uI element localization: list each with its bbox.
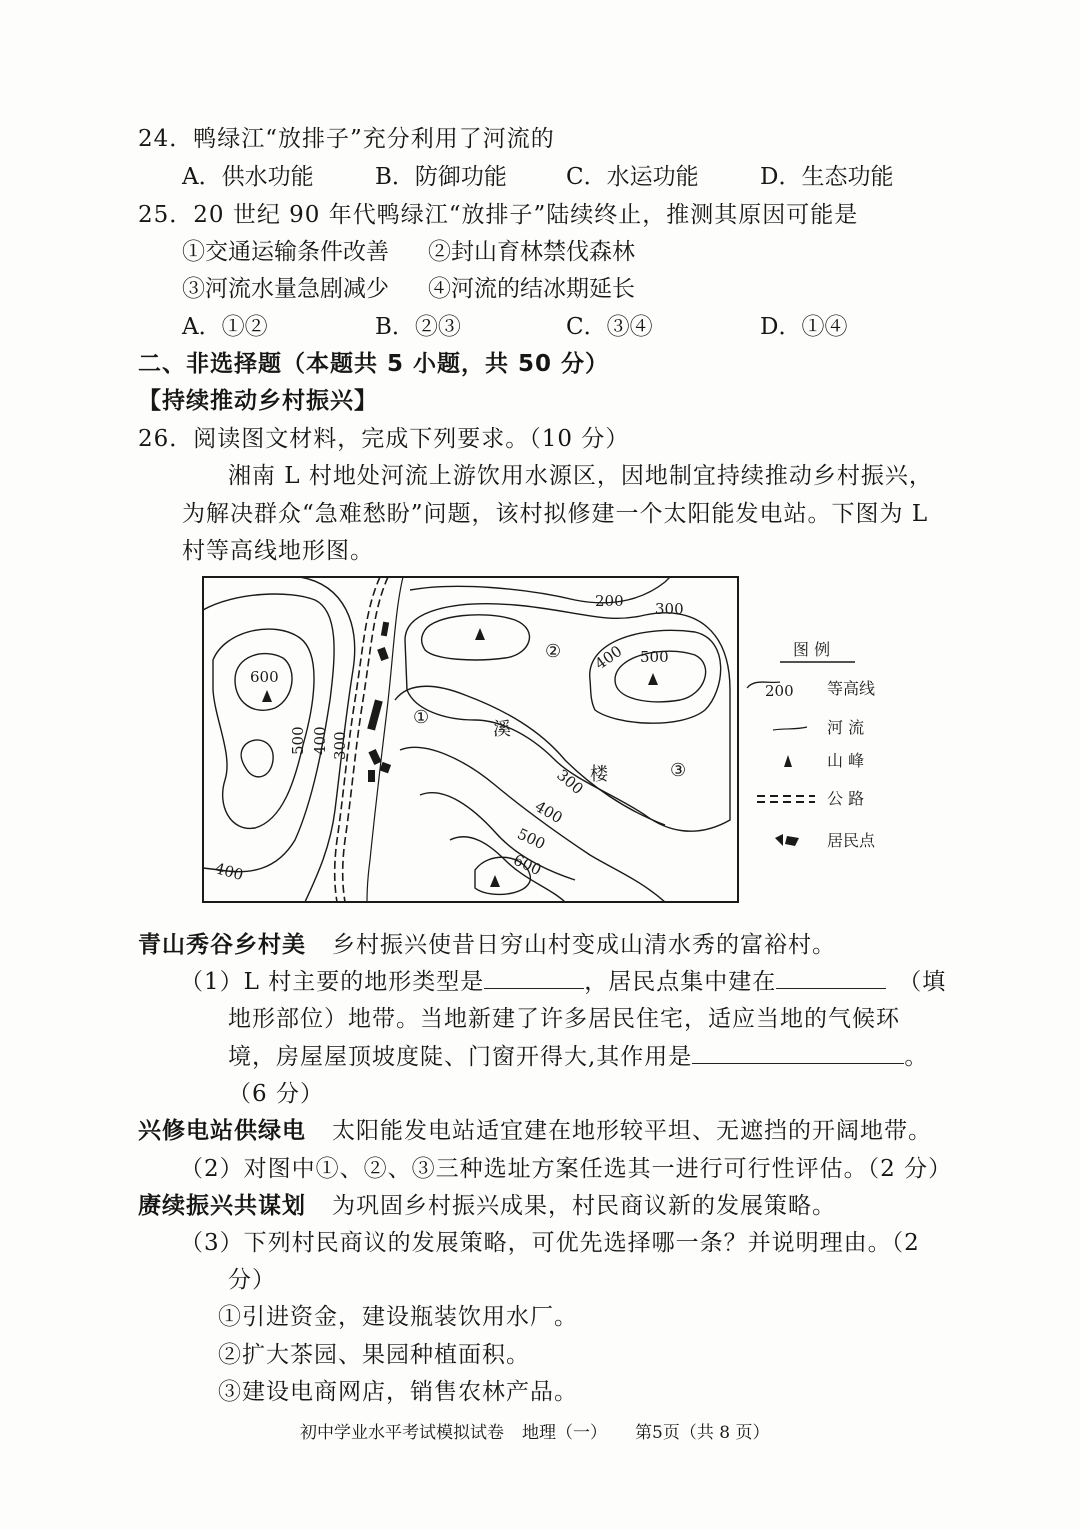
part1-line <box>138 926 836 959</box>
contour-label: 500 <box>289 726 307 755</box>
q26-stem: 26．阅读图文材料，完成下列要求。（10 分） <box>138 426 630 452</box>
section-topic: 【持续推动乡村振兴】 <box>138 388 378 414</box>
contour-label: 500 <box>640 648 669 666</box>
answer-blank-landform[interactable] <box>484 966 584 989</box>
part1-question-e: 境，房屋屋顶坡度陡、门窗开得大,其作用是 <box>228 1044 693 1070</box>
part1-score: （6 分） <box>228 1081 324 1107</box>
q25-statement-2: ②封山育林禁伐森林 <box>428 239 635 265</box>
part3-question-line-1: （3）下列村民商议的发展策略，可优先选择哪一条？并说明理由。（2 <box>180 1230 920 1256</box>
q26-material-line-2: 为解决群众“急难愁盼”问题，该村拟修建一个太阳能发电站。下图为 L <box>182 501 929 527</box>
q24-option-a: A．供水功能 <box>182 164 314 190</box>
contour-label: 400 <box>591 641 626 674</box>
part3-line <box>138 1187 836 1220</box>
settlement-icon <box>368 770 375 782</box>
part3-choice-1: ①引进资金，建设瓶装饮用水厂。 <box>218 1304 578 1330</box>
part1-question-b: ，居民点集中建在 <box>584 969 777 995</box>
q25-option-c: C．③④ <box>566 314 653 340</box>
q24-option-c: C．水运功能 <box>566 164 699 190</box>
legend-title: 图 例 <box>793 640 831 659</box>
footer-exam: 初中学业水平考试模拟试卷 <box>300 1423 504 1443</box>
legend-peak-label: 山 峰 <box>827 751 865 770</box>
contour-label: 600 <box>510 850 545 880</box>
site-label-1: ① <box>413 707 430 728</box>
q26-material-line-1: 湘南 L 村地处河流上游饮用水源区，因地制宜持续推动乡村振兴， <box>228 463 933 489</box>
site-label-2: ② <box>545 641 562 662</box>
river-legend-icon <box>773 727 807 730</box>
legend <box>747 640 876 850</box>
contour-label: 300 <box>655 600 684 618</box>
footer-subject: 地理（一） <box>522 1423 607 1443</box>
part1-intro: 乡村振兴使昔日穷山村变成山清水秀的富裕村。 <box>332 932 836 958</box>
part2-heading: 兴修电站供绿电 <box>138 1118 306 1144</box>
part3-intro: 为巩固乡村振兴成果，村民商议新的发展策略。 <box>332 1193 836 1219</box>
section-title: 二、非选择题（本题共 5 小题，共 50 分） <box>138 351 610 377</box>
stream-label: 溪 <box>493 719 511 740</box>
part1-question-line-3 <box>228 1038 928 1071</box>
contour-label: 400 <box>311 726 329 755</box>
map-frame <box>203 577 738 902</box>
contour-label: 400 <box>212 859 246 885</box>
q25-option-b: B．②③ <box>375 314 461 340</box>
contour-label: 400 <box>531 797 566 828</box>
part1-heading: 青山秀谷乡村美 <box>138 932 306 958</box>
legend-contour-symbol: 200 <box>765 682 794 700</box>
part1-question-line-1 <box>180 963 946 996</box>
answer-blank-location[interactable] <box>776 966 886 989</box>
part1-question-d: 地形部位）地带。当地新建了许多居民住宅，适应当地的气候环 <box>228 1006 900 1032</box>
q25-statement-3: ③河流水量急剧减少 <box>182 276 389 302</box>
part2-line <box>138 1112 932 1145</box>
part1-question-f: 。 <box>904 1044 929 1070</box>
part3-choice-3: ③建设电商网店，销售农林产品。 <box>218 1379 578 1405</box>
legend-contour-label: 等高线 <box>827 679 876 698</box>
stream-label: 楼 <box>590 764 608 785</box>
q25-option-d: D．①④ <box>760 314 848 340</box>
footer-page: 第5页（共 8 页） <box>635 1423 770 1443</box>
contour-map <box>195 570 915 910</box>
footer <box>300 1418 769 1443</box>
contour-label: 300 <box>331 731 349 760</box>
part1-question-c: （填 <box>898 969 947 995</box>
part2-question: （2）对图中①、②、③三种选址方案任选其一进行可行性评估。（2 分） <box>180 1156 953 1182</box>
q24-option-d: D．生态功能 <box>760 164 894 190</box>
q25-option-a: A．①② <box>182 314 268 340</box>
q25-stem: 25．20 世纪 90 年代鸭绿江“放排子”陆续终止，推测其原因可能是 <box>138 202 859 228</box>
q24-stem: 24．鸭绿江“放排子”充分利用了河流的 <box>138 126 555 152</box>
part3-question-line-2: 分） <box>228 1267 276 1293</box>
q26-material-line-3: 村等高线地形图。 <box>182 538 374 564</box>
answer-blank-effect[interactable] <box>692 1041 904 1064</box>
contour-label: 200 <box>595 592 624 610</box>
contour-label: 300 <box>553 765 587 799</box>
legend-road-label: 公 路 <box>827 789 865 808</box>
settlement-legend-icon <box>775 834 799 846</box>
contour-label: 600 <box>250 668 279 686</box>
part2-intro: 太阳能发电站适宜建在地形较平坦、无遮挡的开阔地带。 <box>332 1118 932 1144</box>
peak-legend-icon <box>784 755 792 767</box>
q24-option-b: B．防御功能 <box>375 164 507 190</box>
legend-settlement-label: 居民点 <box>827 831 876 850</box>
part3-heading: 赓续振兴共谋划 <box>138 1193 306 1219</box>
part1-question-a: （1）L 村主要的地形类型是 <box>180 969 485 995</box>
contour-label: 500 <box>514 824 549 854</box>
site-label-3: ③ <box>670 760 687 781</box>
part3-choice-2: ②扩大茶园、果园种植面积。 <box>218 1342 530 1368</box>
road-legend-icon <box>757 796 815 802</box>
legend-river-label: 河 流 <box>827 718 865 737</box>
q25-statement-1: ①交通运输条件改善 <box>182 239 389 265</box>
q25-statement-4: ④河流的结冰期延长 <box>428 276 635 302</box>
